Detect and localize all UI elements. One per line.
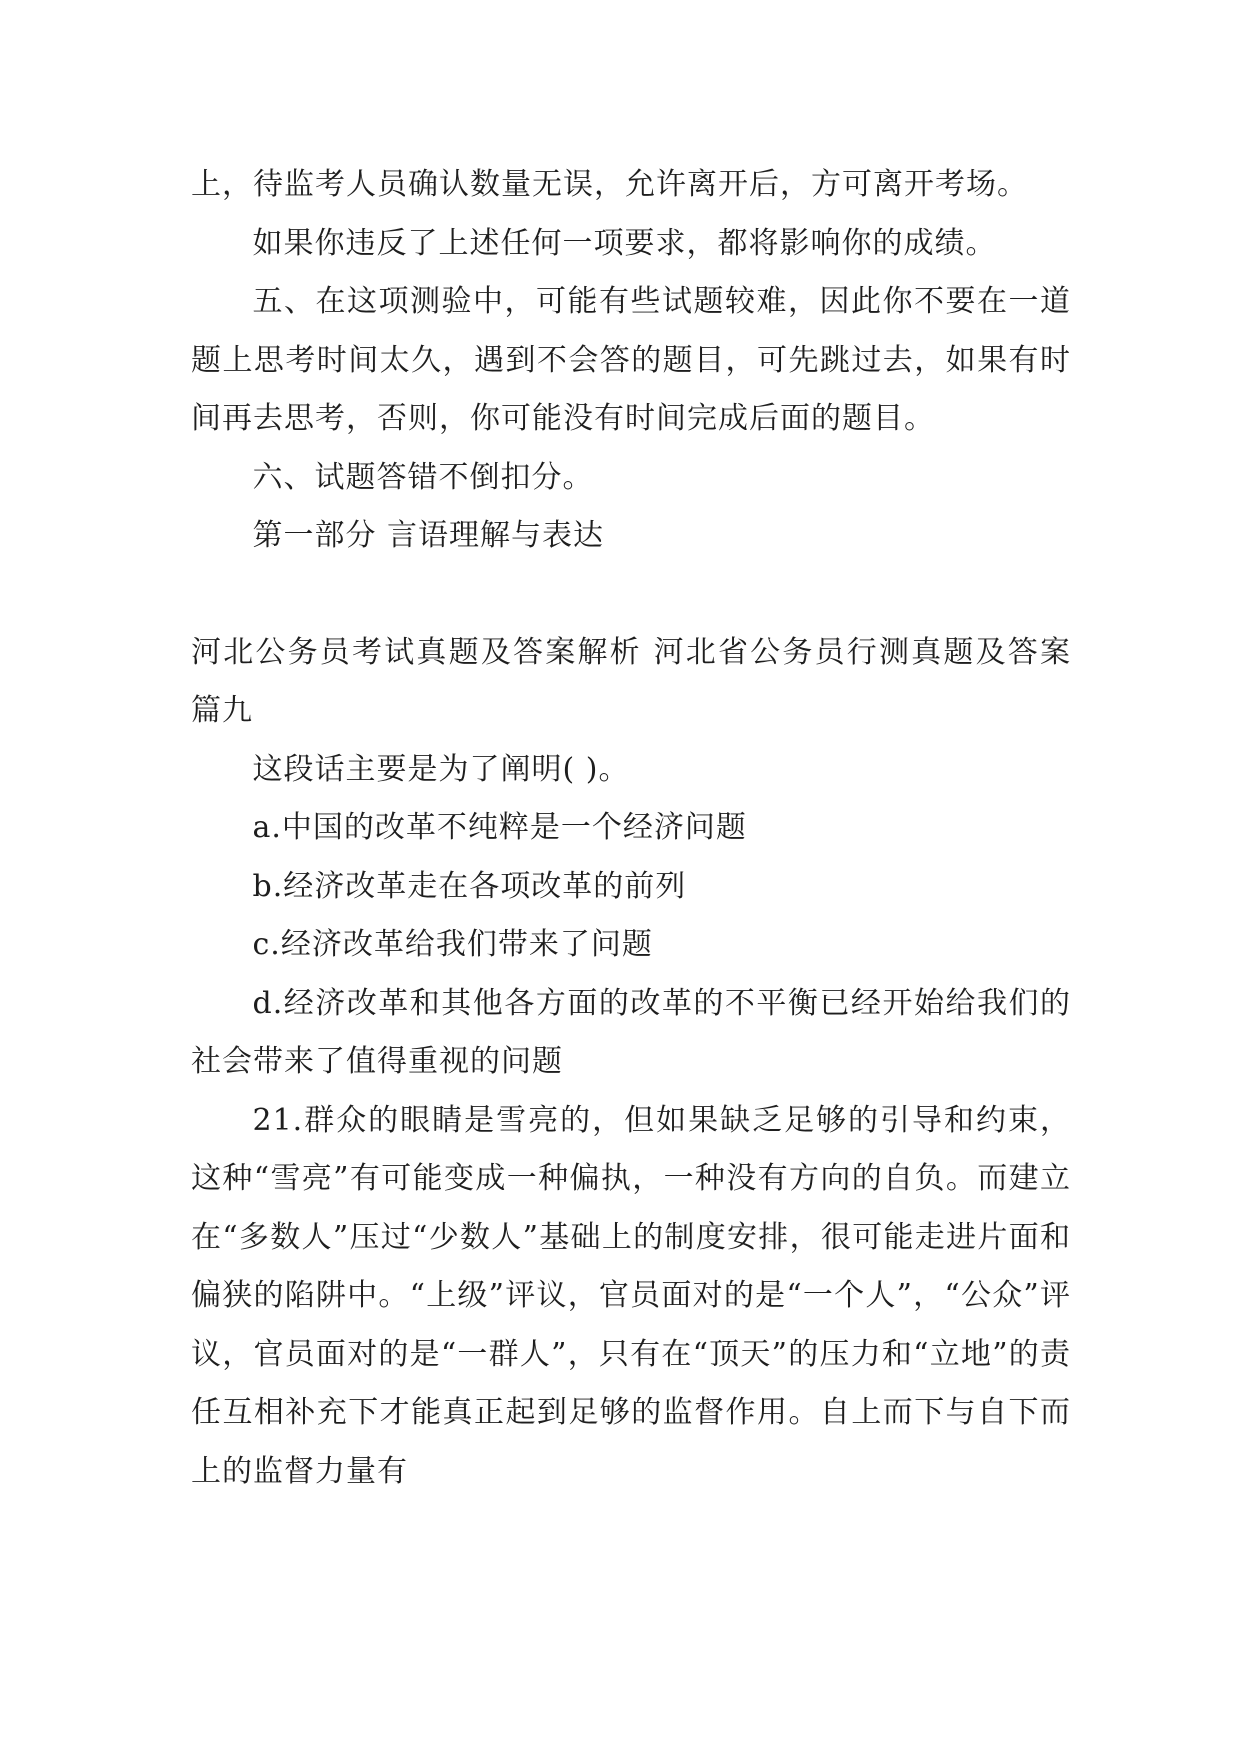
section-title: 河北公务员考试真题及答案解析 河北省公务员行测真题及答案 篇九: [191, 634, 1071, 728]
passage-question-21: 21.群众的眼睛是雪亮的，但如果缺乏足够的引导和约束，这种“雪亮”有可能变成一种偏执，一种没有方向的自负。而建立在“多数人”压过“少数人”基础上的制度安排，很可能走进片面和偏狭的陷阱中。“上级”评议，官员面对的是“一个人”，“公众”评议，官员面对的是“一群人”，只有在“顶天”的压力和“立地”的责任互相补充下才能真正起到足够的监督作用。自上而下与自下而上的监督力量有: [191, 1102, 1071, 1489]
question-stem: 这段话主要是为了阐明( )。: [252, 751, 630, 787]
question-option-a: a.中国的改革不纯粹是一个经济问题: [252, 810, 747, 845]
paragraph-rule-five: 五、在这项测验中，可能有些试题较难，因此你不要在一道题上思考时间太久，遇到不会答的题目，可先跳过去，如果有时间再去思考，否则，你可能没有时间完成后面的题目。: [191, 284, 1071, 436]
question-option-d: d.经济改革和其他各方面的改革的不平衡已经开始给我们的社会带来了值得重视的问题: [191, 985, 1071, 1079]
paragraph-rule-six: 六、试题答错不倒扣分。: [252, 459, 594, 495]
question-option-b: b.经济改革走在各项改革的前列: [252, 868, 687, 904]
section-spacer: [191, 566, 1071, 624]
question-option-c: c.经济改革给我们带来了问题: [252, 927, 653, 962]
document-page: [191, 156, 1071, 1501]
paragraph-exam-rule-end: 上，待监考人员确认数量无误，允许离开后，方可离开考场。: [191, 167, 1028, 202]
paragraph-part-one-heading: 第一部分 言语理解与表达: [252, 518, 605, 553]
paragraph-violation-warning: 如果你违反了上述任何一项要求，都将影响你的成绩。: [252, 225, 997, 261]
